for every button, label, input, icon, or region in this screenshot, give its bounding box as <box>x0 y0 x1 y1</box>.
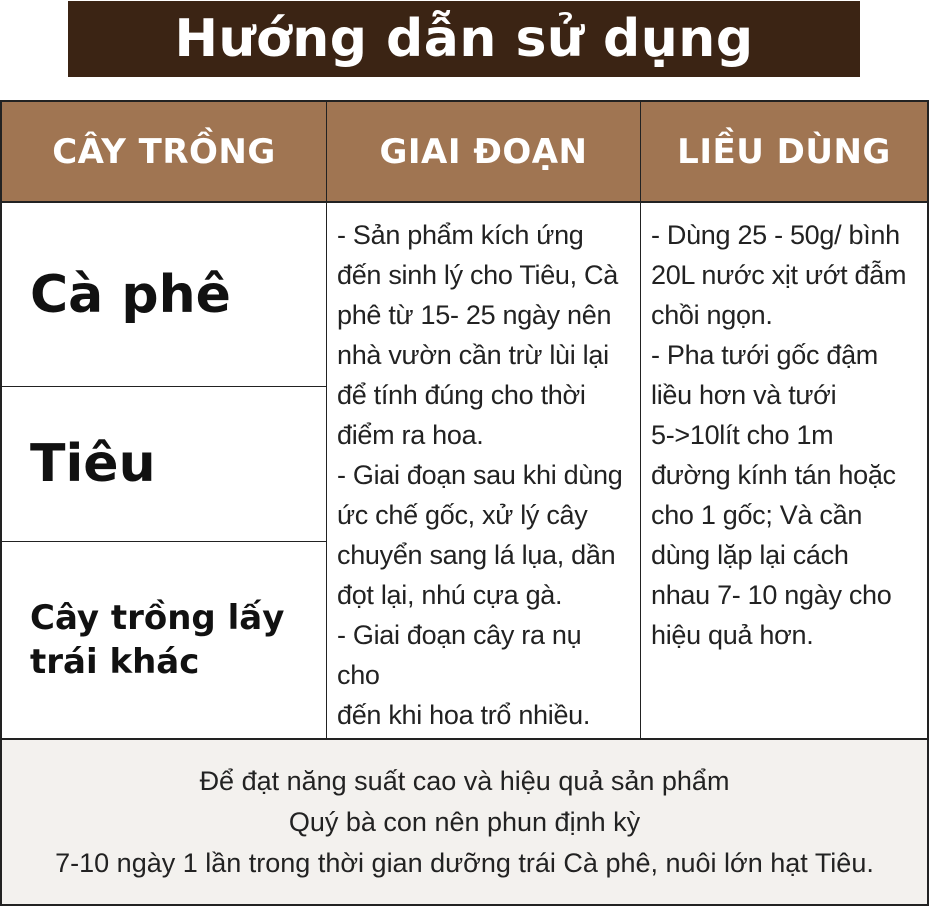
title-banner <box>68 1 860 77</box>
stage-line: - Sản phẩm kích ứng <box>337 220 584 250</box>
crop-label-coffee: Cà phê <box>30 264 231 325</box>
header-stage <box>326 100 641 203</box>
stage-line: nhà vườn cần trừ lùi lại <box>337 340 609 370</box>
stage-line: đến khi hoa trổ nhiều. <box>337 700 591 730</box>
stage-line: - Giai đoạn sau khi dùng <box>337 460 623 490</box>
stage-line: chuyển sang lá lụa, dần <box>337 540 616 570</box>
dose-line: đường kính tán hoặc <box>651 460 896 490</box>
crop-cell-coffee <box>0 202 327 387</box>
footer-line: 7-10 ngày 1 lần trong thời gian dưỡng trái Cà phê, nuôi lớn hạt Tiêu. <box>55 847 874 878</box>
dose-line: cho 1 gốc; Và cần <box>651 500 863 530</box>
stage-line: ức chế gốc, xử lý cây <box>337 500 588 530</box>
footer-line: Để đạt năng suất cao và hiệu quả sản phẩm <box>199 765 730 796</box>
crop-label-other: Cây trồng lấy trái khác <box>30 598 285 682</box>
header-dose <box>640 100 929 203</box>
dose-line: dùng lặp lại cách <box>651 540 849 570</box>
dose-line: - Pha tưới gốc đậm <box>651 340 878 370</box>
footer-note <box>0 738 929 906</box>
dose-line: liều hơn và tưới <box>651 380 837 410</box>
stage-line: - Giai đoạn cây ra nụ cho <box>337 620 582 690</box>
header-stage-label: GIAI ĐOẠN <box>379 131 588 172</box>
stage-line: điểm ra hoa. <box>337 420 484 450</box>
crop-label-pepper: Tiêu <box>30 434 156 494</box>
dose-line: 5->10lít cho 1m <box>651 420 834 450</box>
header-crop <box>0 100 327 203</box>
header-crop-label: CÂY TRỒNG <box>52 131 276 172</box>
dose-cell <box>640 202 929 739</box>
footer-line: Quý bà con nên phun định kỳ <box>288 806 641 837</box>
crop-cell-pepper <box>0 386 327 542</box>
dose-line: chồi ngọn. <box>651 300 773 330</box>
page-title: Hướng dẫn sử dụng <box>174 9 754 69</box>
dose-line: nhau 7- 10 ngày cho <box>651 580 892 610</box>
stage-line: đến sinh lý cho Tiêu, Cà <box>337 260 618 290</box>
header-dose-label: LIỀU DÙNG <box>677 131 891 172</box>
crop-cell-other <box>0 541 327 739</box>
stage-line: đọt lại, nhú cựa gà. <box>337 580 563 610</box>
dose-line: 20L nước xịt ướt đẫm <box>651 260 907 290</box>
stage-line: để tính đúng cho thời <box>337 380 586 410</box>
stage-line: phê từ 15- 25 ngày nên <box>337 300 612 330</box>
dose-line: - Dùng 25 - 50g/ bình <box>651 220 900 250</box>
usage-table <box>0 100 929 906</box>
stage-cell <box>326 202 641 739</box>
dose-line: hiệu quả hơn. <box>651 620 814 650</box>
